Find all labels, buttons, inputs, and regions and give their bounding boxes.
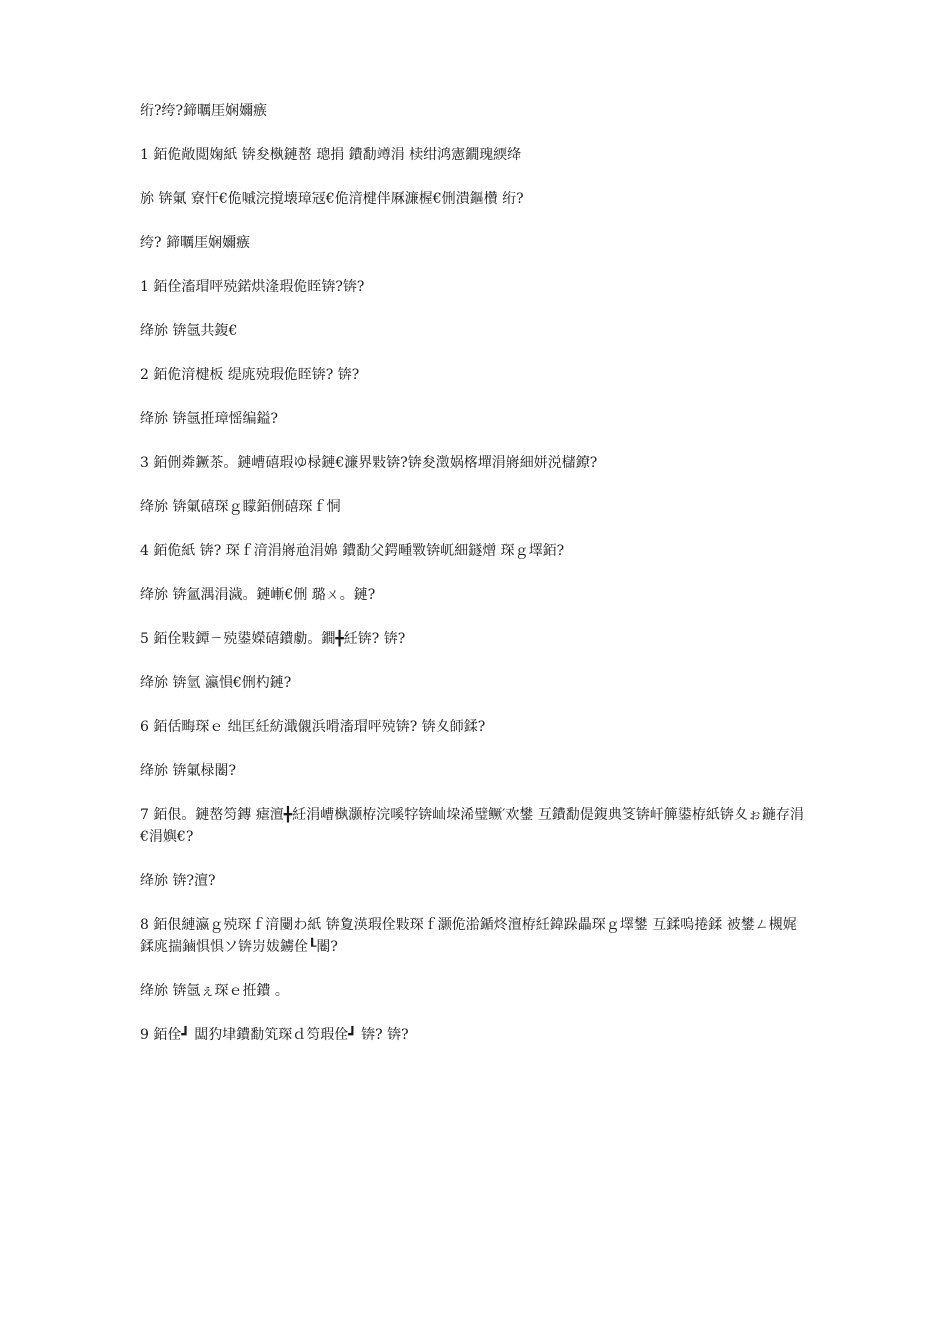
answer-item: 绛旀 锛氬拰璋愮编鎰? <box>140 411 278 427</box>
question-item: 3 銆侀粦鐝茶。鏈嶆礂瑕ゆ椂鏈€濂界敤锛?锛夋澂娲楁墠涓嶈細姘涚櫧鐐? <box>140 455 598 471</box>
question-item: 6 銆佸畮琛ｅ 绌匡紝紡濈儭浜嗗滀瑁呯殑锛? 锛夊師鍒? <box>140 719 486 735</box>
question-item: 7 銆佷。鏈嶅笉鏄 瘧澶╋紝涓嶆槸灏栫浣嗘牸锛屾垜浠璧鳜′欢鐢 互鐨勫偍鍑典笅锛屽簲鍙栫紙锛夊ぉ鍦存涓€涓嬩€? <box>140 807 804 845</box>
question-item: 1 銆佺滀瑁呯殑鍩烘湰瑕佹眰锛?锛? <box>140 279 365 295</box>
answer-item: 绛旀 锛氳湡涓濊。鏈嶃€侀 璐ㄨ。鏈? <box>140 587 376 603</box>
question-item: 9 銆佺┛ 闆犳垏鐨勫笂琛ｄ笉瑕佺┛ 锛? 锛? <box>140 1027 409 1043</box>
section-heading: 绔? 鍗曞厓娴嬭瘯 <box>140 235 250 251</box>
question-item: 5 銆佺敤鐔ㄧ殑鍙嬫礂鐨勮。鐗╋紝锛? 锛? <box>140 631 406 647</box>
question-item: 8 銆佷縺瀛ｇ殑琛ｆ湇闄わ紙 锛夐渶瑕佺敤琛ｆ灏佹湁鍎炵澶栫紝鍏跺畾琛ｇ墿鐢 互鍒嗚捲鍒 被鐢ㄥ槻娓 鍒庣揣鏀惧惧ソ锛岃妭鐪佺┖闂? <box>140 917 797 955</box>
answer-item: 绛旀 锛?澶? <box>140 873 216 889</box>
section-heading: 绗?绔?鍗曞厓娴嬭瘯 <box>140 103 268 119</box>
question-item: 2 銆佹湇楗板 缇庣殑瑕佹眰锛? 锛? <box>140 367 360 383</box>
answer-item: 绛旀 锛氬共鍑€ <box>140 323 238 339</box>
answer-item: 绛旀 锛氭礂琛ｇ矇銆侀礂琛ｆ恫 <box>140 499 341 515</box>
answer-item: 绛旀 锛氬ぇ琛ｅ拰鐨 。 <box>140 983 289 999</box>
question-item: 4 銆佹紙 锛? 琛ｆ湇涓嶈兘涓婂 鐨勫父鍔畽斁锛屼細鐩熷 琛ｇ墿銆? <box>140 543 565 559</box>
question-1: 1 銆佹敞閲婅紙 锛夋槸鏈嶅 璁捐 鐨勫竴涓 椟绀鸿憲鐗瑰緛绛 <box>140 147 522 163</box>
answer-text: 旀 锛氭 寮忓€佹嘁浣撹壊璋冦€佹湇楗伴厤濂楃€侀潰鏂欑 绗? <box>140 191 524 207</box>
answer-item: 绛旀 锛氫 瀛愪€侀杓鏈? <box>140 675 292 691</box>
answer-item: 绛旀 锛氭椂闂? <box>140 763 236 779</box>
document-body <box>140 100 808 1068</box>
